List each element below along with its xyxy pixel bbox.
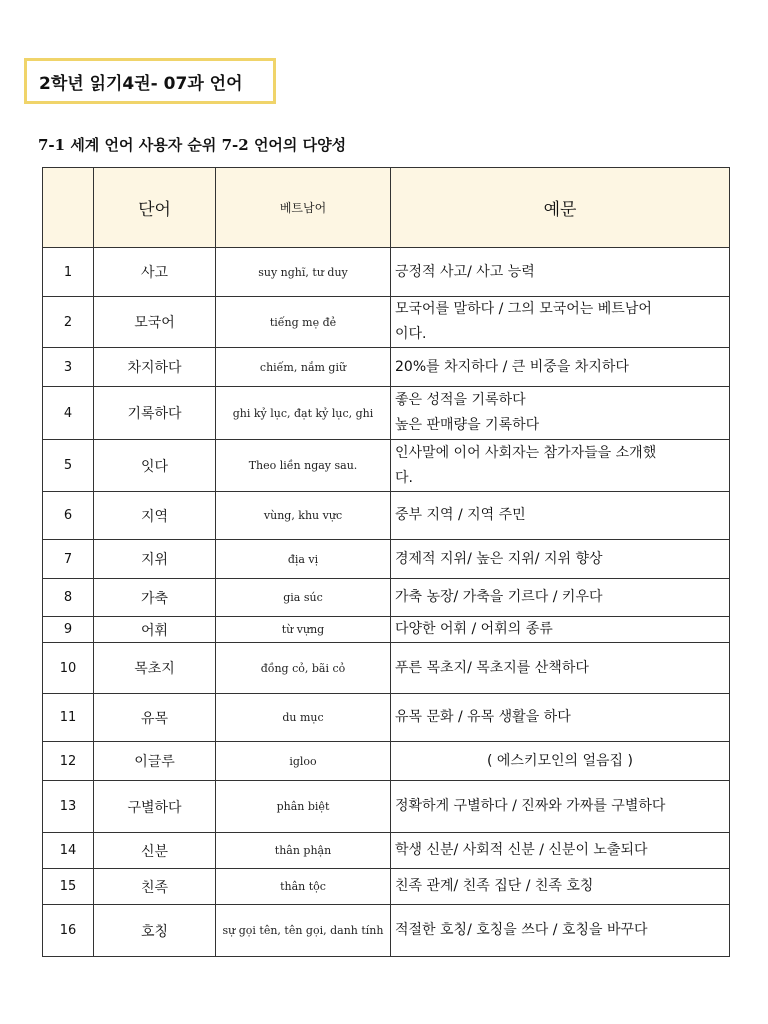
table-header-row (43, 168, 730, 248)
row-number: 3 (43, 348, 94, 387)
row-vietnamese: sự gọi tên, tên gọi, danh tính (216, 905, 391, 957)
row-korean-word: 잇다 (94, 440, 216, 492)
header-example: 예문 (391, 168, 730, 248)
table-body (43, 248, 730, 957)
table-row (43, 905, 730, 957)
lesson-title-text: 2학년 읽기4권- 07과 언어 (39, 73, 243, 94)
example-line: 다양한 어휘 / 어휘의 종류 (395, 621, 553, 637)
row-number: 5 (43, 440, 94, 492)
row-example (391, 540, 730, 579)
row-number: 12 (43, 742, 94, 781)
row-vietnamese: ghi kỷ lục, đạt kỷ lục, ghi (216, 387, 391, 440)
section-subtitle: 7-1 세계 언어 사용자 순위 7-2 언어의 다양성 (38, 136, 347, 154)
row-example (391, 869, 730, 905)
row-korean-word: 가축 (94, 579, 216, 617)
example-line: 적절한 호칭/ 호칭을 쓰다 / 호칭을 바꾸다 (395, 922, 648, 938)
row-korean-word: 호칭 (94, 905, 216, 957)
row-example (391, 905, 730, 957)
row-example (391, 742, 730, 781)
row-example (391, 297, 730, 348)
row-number: 16 (43, 905, 94, 957)
row-korean-word: 지역 (94, 492, 216, 540)
row-example (391, 833, 730, 869)
example-line: 좋은 성적을 기록하다 (395, 392, 526, 408)
table-row (43, 781, 730, 833)
example-line: 높은 판매량을 기록하다 (395, 417, 540, 433)
example-line: ( 에스키모인의 얼음집 ) (487, 752, 633, 769)
row-example (391, 643, 730, 694)
example-line: 이다. (395, 326, 427, 342)
row-korean-word: 이글루 (94, 742, 216, 781)
header-number (43, 168, 94, 248)
table-row (43, 540, 730, 579)
row-vietnamese: gia súc (216, 579, 391, 617)
row-vietnamese: Theo liền ngay sau. (216, 440, 391, 492)
row-vietnamese: đồng cỏ, bãi cỏ (216, 643, 391, 694)
example-line: 다. (395, 469, 413, 486)
row-example (391, 492, 730, 540)
table-row (43, 742, 730, 781)
row-example (391, 248, 730, 297)
row-korean-word: 목초지 (94, 643, 216, 694)
row-number: 2 (43, 297, 94, 348)
example-line: 푸른 목초지/ 목초지를 산책하다 (395, 659, 589, 676)
row-vietnamese: igloo (216, 742, 391, 781)
row-example (391, 781, 730, 833)
row-vietnamese: suy nghĩ, tư duy (216, 248, 391, 297)
row-korean-word: 기록하다 (94, 387, 216, 440)
row-number: 9 (43, 617, 94, 643)
row-korean-word: 사고 (94, 248, 216, 297)
table-row (43, 248, 730, 297)
row-korean-word: 유목 (94, 694, 216, 742)
example-line: 정확하게 구별하다 / 진짜와 가짜를 구별하다 (395, 798, 666, 814)
row-vietnamese: tiếng mẹ đẻ (216, 297, 391, 348)
row-vietnamese: chiếm, nắm giữ (216, 348, 391, 387)
lesson-title (24, 58, 276, 104)
row-korean-word: 차지하다 (94, 348, 216, 387)
header-vietnamese: 베트남어 (216, 168, 391, 248)
vocabulary-table (42, 167, 730, 957)
example-line: 경제적 지위/ 높은 지위/ 지위 향상 (395, 550, 603, 567)
row-number: 15 (43, 869, 94, 905)
table-row (43, 617, 730, 643)
row-vietnamese: thân tộc (216, 869, 391, 905)
row-vietnamese: từ vựng (216, 617, 391, 643)
row-example (391, 348, 730, 387)
example-line: 긍정적 사고/ 사고 능력 (395, 263, 535, 280)
table-row (43, 440, 730, 492)
example-line: 가축 농장/ 가축을 기르다 / 키우다 (395, 589, 603, 605)
example-line: 학생 신분/ 사회적 신분 / 신분이 노출되다 (395, 842, 648, 858)
row-vietnamese: du mục (216, 694, 391, 742)
row-number: 10 (43, 643, 94, 694)
table-row (43, 869, 730, 905)
row-number: 1 (43, 248, 94, 297)
row-vietnamese: vùng, khu vực (216, 492, 391, 540)
table-row (43, 297, 730, 348)
row-korean-word: 신분 (94, 833, 216, 869)
example-line: 친족 관계/ 친족 집단 / 친족 호칭 (395, 878, 594, 894)
row-vietnamese: địa vị (216, 540, 391, 579)
row-example (391, 387, 730, 440)
row-vietnamese: thân phận (216, 833, 391, 869)
table-row (43, 694, 730, 742)
row-number: 4 (43, 387, 94, 440)
row-korean-word: 구별하다 (94, 781, 216, 833)
table-row (43, 579, 730, 617)
row-number: 14 (43, 833, 94, 869)
row-example (391, 579, 730, 617)
row-number: 11 (43, 694, 94, 742)
table-row (43, 833, 730, 869)
example-line: 유목 문화 / 유목 생활을 하다 (395, 709, 571, 725)
table-row (43, 643, 730, 694)
row-example (391, 440, 730, 492)
header-word: 단어 (94, 168, 216, 248)
table-row (43, 492, 730, 540)
row-vietnamese: phân biệt (216, 781, 391, 833)
row-number: 6 (43, 492, 94, 540)
row-korean-word: 친족 (94, 869, 216, 905)
table-row (43, 387, 730, 440)
example-line: 중부 지역 / 지역 주민 (395, 507, 526, 523)
example-line: 20%를 차지하다 / 큰 비중을 차지하다 (395, 358, 629, 375)
row-korean-word: 어휘 (94, 617, 216, 643)
row-korean-word: 지위 (94, 540, 216, 579)
example-line: 모국어를 말하다 / 그의 모국어는 베트남어 (395, 301, 652, 317)
example-line: 인사말에 이어 사회자는 참가자들을 소개했 (395, 444, 657, 461)
table-row (43, 348, 730, 387)
row-number: 13 (43, 781, 94, 833)
row-example (391, 617, 730, 643)
row-number: 7 (43, 540, 94, 579)
row-korean-word: 모국어 (94, 297, 216, 348)
row-example (391, 694, 730, 742)
row-number: 8 (43, 579, 94, 617)
